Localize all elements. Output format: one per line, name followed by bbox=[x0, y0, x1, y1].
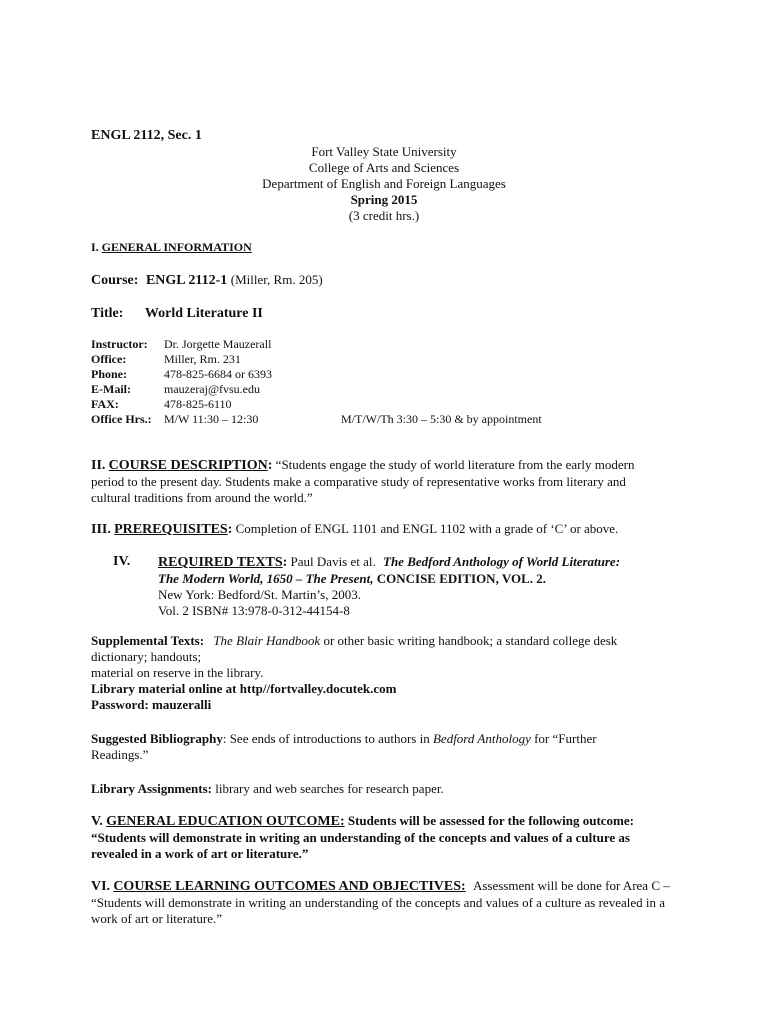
section-6-text-3: work of art or literature.” bbox=[91, 911, 223, 926]
section-5-lead: Students will be assessed for the following outcome: bbox=[347, 813, 634, 828]
instructor-row bbox=[91, 337, 271, 352]
library-assignments bbox=[91, 781, 701, 797]
supplemental-text-3: material on reserve in the library. bbox=[91, 665, 264, 680]
fax-row bbox=[91, 397, 232, 412]
section-4: REQUIRED TEXTS: Paul Davis et al. The Bedford Anthology of World Literature: The Modern World, 1650 – The Present, CONCISE EDITION, VOL. 2. New York: Bedford/St. Martin’s, 2003. Vol. 2 ISBN# 13:978-0-312-44154-8 bbox=[158, 554, 718, 619]
course-line bbox=[91, 272, 323, 289]
college-name: College of Arts and Sciences bbox=[308, 160, 460, 175]
fax-label: FAX: bbox=[91, 397, 119, 411]
title-label: Title: bbox=[91, 306, 124, 321]
office-hours-value-2: M/T/W/Th 3:30 – 5:30 & by appointment bbox=[341, 412, 542, 426]
library-text: library and web searches for research paper. bbox=[215, 781, 444, 796]
office-hours-value: M/W 11:30 – 12:30 bbox=[164, 412, 259, 426]
office-hours-row bbox=[91, 412, 711, 427]
bibliography-label: Suggested Bibliography bbox=[91, 731, 223, 746]
section-2-title: COURSE DESCRIPTION bbox=[108, 458, 268, 473]
book-isbn: Vol. 2 ISBN# 13:978-0-312-44154-8 bbox=[158, 603, 350, 618]
office-label: Office: bbox=[91, 352, 127, 366]
section-5 bbox=[91, 813, 701, 862]
course-label: Course: bbox=[91, 273, 139, 288]
bibliography-text-1: : See ends of introductions to authors in bbox=[222, 731, 433, 746]
section-6-number: VI. bbox=[91, 879, 111, 894]
course-value: ENGL 2112-1 bbox=[145, 273, 228, 288]
supplemental-handbook: The Blair Handbook bbox=[213, 633, 321, 648]
section-4-number: IV. bbox=[113, 554, 131, 569]
section-4-title: REQUIRED TEXTS bbox=[158, 555, 283, 570]
section-1-heading bbox=[91, 240, 252, 255]
section-5-text-2: “Students will demonstrate in writing an understanding of the concepts and values of a culture as bbox=[91, 830, 630, 845]
library-password: Password: mauzeralli bbox=[91, 697, 212, 712]
fax-value: 478-825-6110 bbox=[164, 397, 232, 411]
bibliography-text-3: Readings.” bbox=[91, 747, 149, 762]
section-2-text-1: “Students engage the study of world literature from the early modern bbox=[275, 457, 635, 472]
bibliography-anthology: Bedford Anthology bbox=[432, 731, 531, 746]
title-value: World Literature II bbox=[144, 306, 263, 321]
course-location: (Miller, Rm. 205) bbox=[230, 272, 323, 287]
email-row bbox=[91, 382, 260, 397]
credit-hours: (3 credit hrs.) bbox=[348, 208, 420, 223]
office-value: Miller, Rm. 231 bbox=[164, 352, 241, 366]
section-1-title: GENERAL INFORMATION bbox=[101, 240, 252, 254]
book-title-1: The Bedford Anthology of World Literature: bbox=[383, 554, 621, 569]
title-line bbox=[91, 306, 263, 322]
suggested-bibliography bbox=[91, 731, 701, 763]
library-label: Library Assignments: bbox=[91, 781, 212, 796]
section-2-text-2: period to the present day. Students make a comparative study of representative works from literary and bbox=[91, 474, 626, 489]
section-3-text: Completion of ENGL 1101 and ENGL 1102 with a grade of ‘C’ or above. bbox=[235, 521, 619, 536]
supplemental-label: Supplemental Texts: bbox=[91, 633, 205, 648]
supplemental-text-2: dictionary; handouts; bbox=[91, 649, 202, 664]
supplemental-texts bbox=[91, 633, 701, 713]
phone-row bbox=[91, 367, 272, 382]
section-5-number: V. bbox=[91, 814, 103, 829]
section-2-number: II. bbox=[91, 458, 106, 473]
email-value[interactable]: mauzeraj@fvsu.edu bbox=[164, 382, 261, 396]
section-3-number: III. bbox=[91, 522, 111, 537]
book-edition: CONCISE EDITION, VOL. 2. bbox=[376, 571, 546, 586]
email-label: E-Mail: bbox=[91, 382, 131, 396]
book-publisher: New York: Bedford/St. Martin’s, 2003. bbox=[158, 587, 361, 602]
section-3: III. PREREQUISITES: Completion of ENGL 1101 and ENGL 1102 with a grade of ‘C’ or above. bbox=[91, 521, 619, 537]
instructor-label: Instructor: bbox=[91, 337, 148, 351]
bibliography-text-2: for “Further bbox=[530, 731, 597, 746]
department-name: Department of English and Foreign Languages bbox=[262, 176, 506, 191]
instructor-value: Dr. Jorgette Mauzerall bbox=[164, 337, 272, 351]
section-4-author: Paul Davis et al. bbox=[290, 554, 376, 569]
term: Spring 2015 bbox=[350, 192, 418, 207]
course-code: ENGL 2112, Sec. 1 bbox=[91, 128, 202, 143]
section-5-text-3: revealed in a work of art or literature.” bbox=[91, 846, 309, 861]
section-2-text-3: cultural traditions from around the world.” bbox=[91, 490, 313, 505]
section-2: II. COURSE DESCRIPTION: “Students engage the study of world literature from the early modern period to the present day. Students make a comparative study of representative works from literary and cultural traditions from around the world.” bbox=[91, 457, 701, 506]
section-5-title: GENERAL EDUCATION OUTCOME: bbox=[106, 814, 345, 829]
book-title-2: The Modern World, 1650 – The Present, bbox=[158, 571, 374, 586]
library-online-link[interactable]: Library material online at http//fortvalley.docutek.com bbox=[91, 681, 397, 696]
office-hours-label: Office Hrs.: bbox=[91, 412, 152, 426]
office-row bbox=[91, 352, 241, 367]
university-name: Fort Valley State University bbox=[311, 144, 457, 159]
section-3-title: PREREQUISITES bbox=[114, 522, 228, 537]
phone-label: Phone: bbox=[91, 367, 127, 381]
section-6-title: COURSE LEARNING OUTCOMES AND OBJECTIVES: bbox=[113, 879, 466, 894]
section-6 bbox=[91, 878, 711, 927]
section-1-number: I. bbox=[91, 240, 99, 254]
phone-value: 478-825-6684 or 6393 bbox=[164, 367, 272, 381]
section-6-text-2: “Students will demonstrate in writing an understanding of the concepts and values of a culture as revealed in a bbox=[91, 895, 665, 910]
supplemental-text-1: or other basic writing handbook; a standard college desk bbox=[320, 633, 618, 648]
section-6-text-1: Assessment will be done for Area C – bbox=[472, 878, 670, 893]
